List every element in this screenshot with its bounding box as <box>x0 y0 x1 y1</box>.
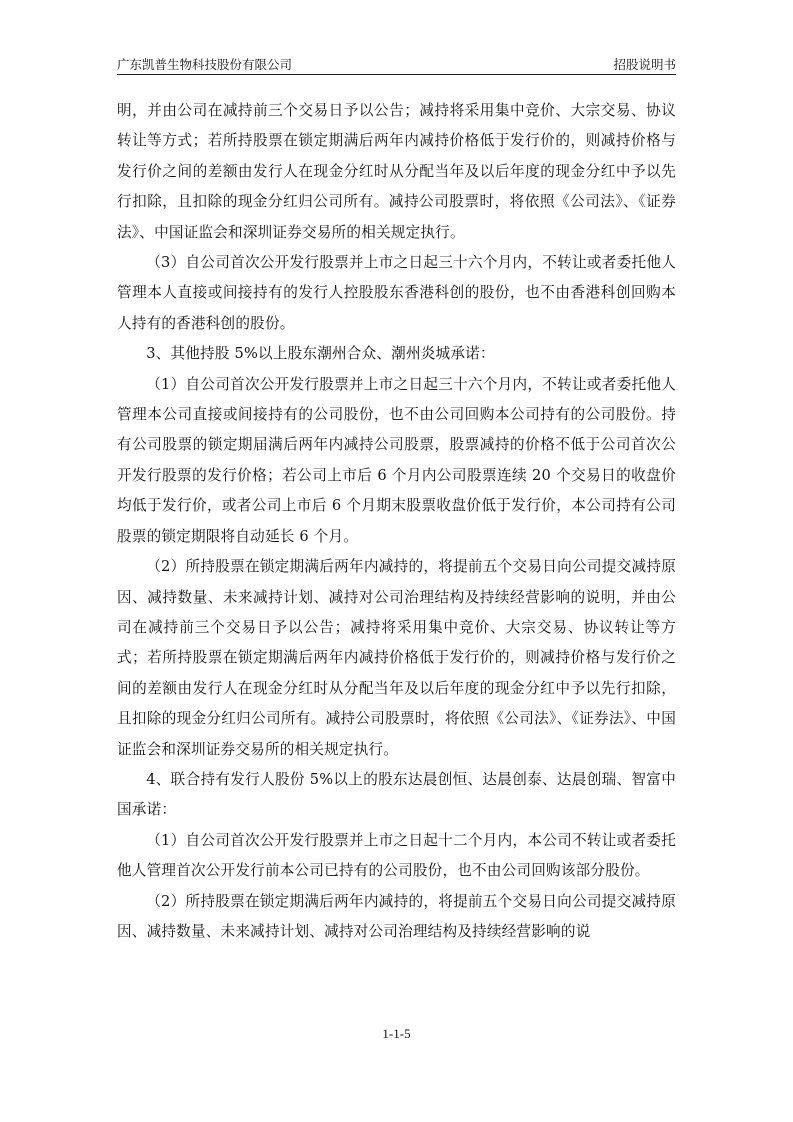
document-type: 招股说明书 <box>613 57 676 72</box>
paragraph: 3、其他持股 5%以上股东潮州合众、潮州炎城承诺： <box>146 345 495 363</box>
paragraph: （2）所持股票在锁定期满后两年内减持的，将提前五个交易日向公司提交减持原因、减持数量、未来减持计划、减持对公司治理结构及持续经营影响的说明，并由公司在减持前三个交易日予以公告；减持将采用集中竞价、大宗交易、协议转让等方式；若所持股票在锁定期满后两年内减持价格低于发行价的，则减持价格与发行价之间的差额由发行人在现金分红时从分配当年及以后年度的现金分红中予以先行扣除，且扣除的现金分红归公司所有。减持公司股票时，将依照《公司法》、《证券法》、中国证监会和深圳证券交易所的相关规定执行。 <box>117 558 676 758</box>
company-name: 广东凯普生物科技股份有限公司 <box>117 57 293 72</box>
paragraph: （3）自公司首次公开发行股票并上市之日起三十六个月内，不转让或者委托他人管理本人直接或间接持有的发行人控股股东香港科创的股份，也不由香港科创回购本人持有的香港科创的股份。 <box>117 254 676 332</box>
body-text <box>117 96 676 1006</box>
paragraph: 明，并由公司在减持前三个交易日予以公告；减持将采用集中竞价、大宗交易、协议转让等方式；若所持股票在锁定期满后两年内减持价格低于发行价的，则减持价格与发行价之间的差额由发行人在现金分红时从分配当年及以后年度的现金分红中予以先行扣除，且扣除的现金分红归公司所有。减持公司股票时，将依照《公司法》、《证券法》、中国证监会和深圳证券交易所的相关规定执行。 <box>117 102 676 241</box>
page-header <box>117 52 676 75</box>
paragraph: （1）自公司首次公开发行股票并上市之日起三十六个月内，不转让或者委托他人管理本公司直接或间接持有的公司股份，也不由公司回购本公司持有的公司股份。持有公司股票的锁定期届满后两年内减持公司股票，股票减持的价格不低于公司首次公开发行股票的发行价格；若公司上市后 6 个月内公司股票连续 20 个交易日的收盘价均低于发行价，或者公司上市后 6 个月期末股票收盘价低于发行价，本公司持有公司股票的锁定期限将自动延长 6 个月。 <box>117 375 676 545</box>
paragraph: （2）所持股票在锁定期满后两年内减持的，将提前五个交易日向公司提交减持原因、减持数量、未来减持计划、减持对公司治理结构及持续经营影响的说 <box>117 892 676 940</box>
paragraph: 4、联合持有发行人股份 5%以上的股东达晨创恒、达晨创泰、达晨创瑞、智富中国承诺： <box>117 770 676 819</box>
paragraph: （1）自公司首次公开发行股票并上市之日起十二个月内，本公司不转让或者委托他人管理首次公开发行前本公司已持有的公司股份，也不由公司回购该部分股份。 <box>117 831 676 880</box>
page-number: 1-1-5 <box>382 1026 411 1041</box>
